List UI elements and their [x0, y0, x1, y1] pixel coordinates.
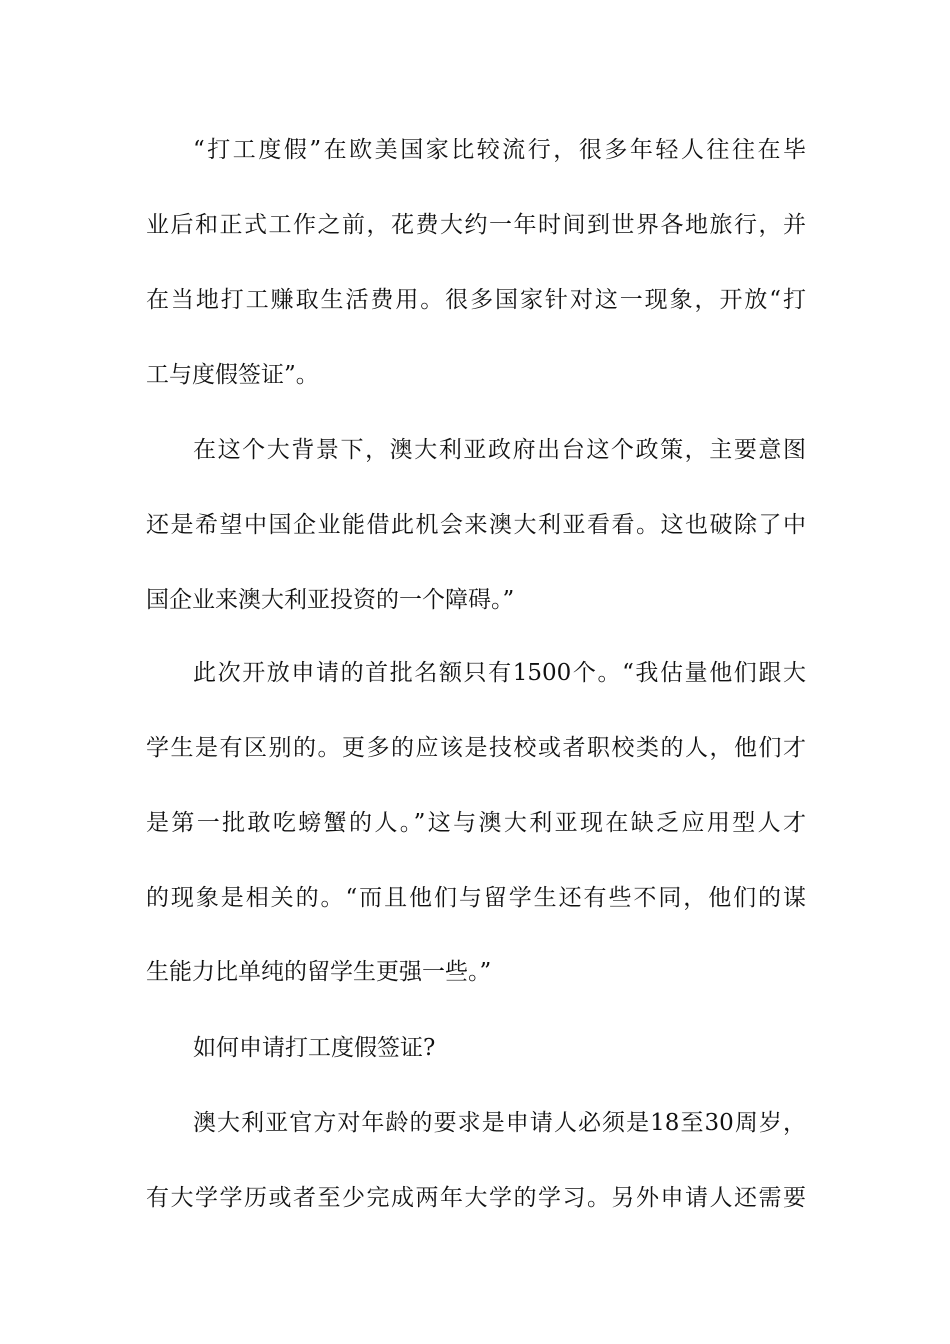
- paragraph-3-line-3: 是第一批敢吃螃蟹的人。”这与澳大利亚现在缺乏应用型人才: [146, 810, 806, 836]
- paragraph-3-line-1: 此次开放申请的首批名额只有1500个。“我估量他们跟大: [193, 660, 806, 686]
- paragraph-4-line-1: 澳大利亚官方对年龄的要求是申请人必须是18至30周岁，: [193, 1110, 806, 1136]
- section-heading: 如何申请打工度假签证?: [193, 1035, 436, 1061]
- paragraph-1-line-2: 业后和正式工作之前，花费大约一年时间到世界各地旅行，并: [146, 212, 806, 238]
- paragraph-3-line-4: 的现象是相关的。“而且他们与留学生还有些不同，他们的谋: [146, 885, 806, 911]
- paragraph-3-line-5: 生能力比单纯的留学生更强一些。”: [146, 959, 492, 985]
- paragraph-2-line-2: 还是希望中国企业能借此机会来澳大利亚看看。这也破除了中: [146, 512, 806, 538]
- paragraph-2-line-1: 在这个大背景下，澳大利亚政府出台这个政策，主要意图: [193, 437, 806, 463]
- paragraph-3-line-2: 学生是有区别的。更多的应该是技校或者职校类的人，他们才: [146, 735, 806, 761]
- paragraph-4-line-2: 有大学学历或者至少完成两年大学的学习。另外申请人还需要: [146, 1185, 806, 1211]
- paragraph-1-line-1: “打工度假”在欧美国家比较流行，很多年轻人往往在毕: [193, 137, 806, 163]
- paragraph-2-line-3: 国企业来澳大利亚投资的一个障碍。”: [146, 587, 515, 613]
- paragraph-1-line-3: 在当地打工赚取生活费用。很多国家针对这一现象，开放“打: [146, 287, 806, 313]
- paragraph-1-line-4: 工与度假签证”。: [146, 362, 319, 388]
